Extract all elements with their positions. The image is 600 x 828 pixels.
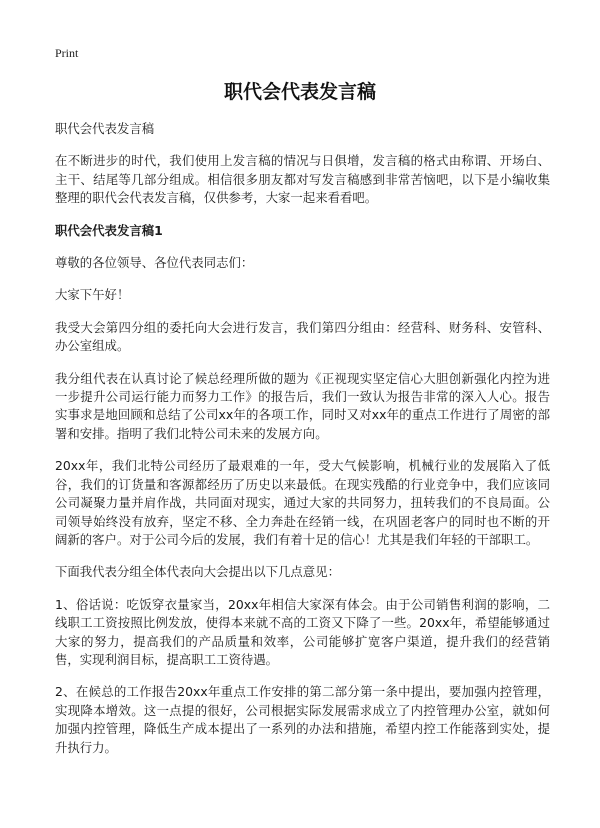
paragraph-opinion-2: 2、在候总的工作报告20xx年重点工作安排的第二部分第一条中提出，要加强内控管理，实现降本增效。这一点提的很好，公司根据实际发展需求成立了内控管理办公室，就如何加强内控管理，降低生产成本提出了一系列的办法和措施，希望内控工作能落到实处，提升执行力。 [55, 684, 550, 755]
document-body [55, 120, 550, 771]
paragraph-difficult-year: 20xx年，我们北特公司经历了最艰难的一年，受大气候影响，机械行业的发展陷入了低谷，我们的订货量和客源都经历了历史以来最低。在现实残酷的行业竞争中，我们应该同公司凝聚力量并肩作战，共同面对现实，通过大家的共同努力，扭转我们的不良局面。公司领导始终没有放弃，坚定不移、全力奔赴在经销一线，在巩固老客户的同时也不断的开阔新的客户。对于公司今后的发展，我们有着十足的信心！尤其是我们年轻的干部职工。 [55, 458, 550, 547]
section-heading: 职代会代表发言稿1 [55, 222, 163, 238]
print-link[interactable]: Print [55, 46, 79, 60]
paragraph-salutation: 尊敬的各位领导、各位代表同志们： [55, 255, 254, 271]
intro-label: 职代会代表发言稿 [55, 121, 155, 136]
paragraph-report-discussion: 我分组代表在认真讨论了候总经理所做的题为《正视现实坚定信心大胆创新强化内控为进一步提升公司运行能力而努力工作》的报告后，我们一致认为报告非常的深入人心。报告实事求是地回顾和总结了公司xx年的各项工作，同时又对xx年的重点工作进行了周密的部署和安排。指明了我们北特公司未来的发展方向。 [55, 370, 550, 441]
page-title: 职代会代表发言稿 [223, 81, 376, 103]
paragraph-delegation: 我受大会第四分组的委托向大会进行发言，我们第四分组由：经营科、财务科、安管科、办公室组成。 [55, 319, 550, 354]
paragraph-greeting: 大家下午好！ [55, 287, 130, 303]
paragraph-opinion-1: 1、俗话说：吃饭穿衣量家当，20xx年相信大家深有体会。由于公司销售利润的影响，二线职工工资按照比例发放，使得本来就不高的工资又下降了一些。20xx年，希望能够通过大家的努力，提高我们的产品质量和效率，公司能够扩宽客户渠道，提升我们的经营销售，实现利润目标，提高职工工资待遇。 [55, 596, 550, 667]
intro-paragraph: 在不断进步的时代，我们使用上发言稿的情况与日俱增，发言稿的格式由称谓、开场白、主干、结尾等几部分组成。相信很多朋友都对写发言稿感到非常苦恼吧，以下是小编收集整理的职代会代表发言稿，仅供参考，大家一起来看看吧。 [55, 153, 550, 206]
paragraph-opinions-intro: 下面我代表分组全体代表向大会提出以下几点意见： [55, 564, 340, 580]
